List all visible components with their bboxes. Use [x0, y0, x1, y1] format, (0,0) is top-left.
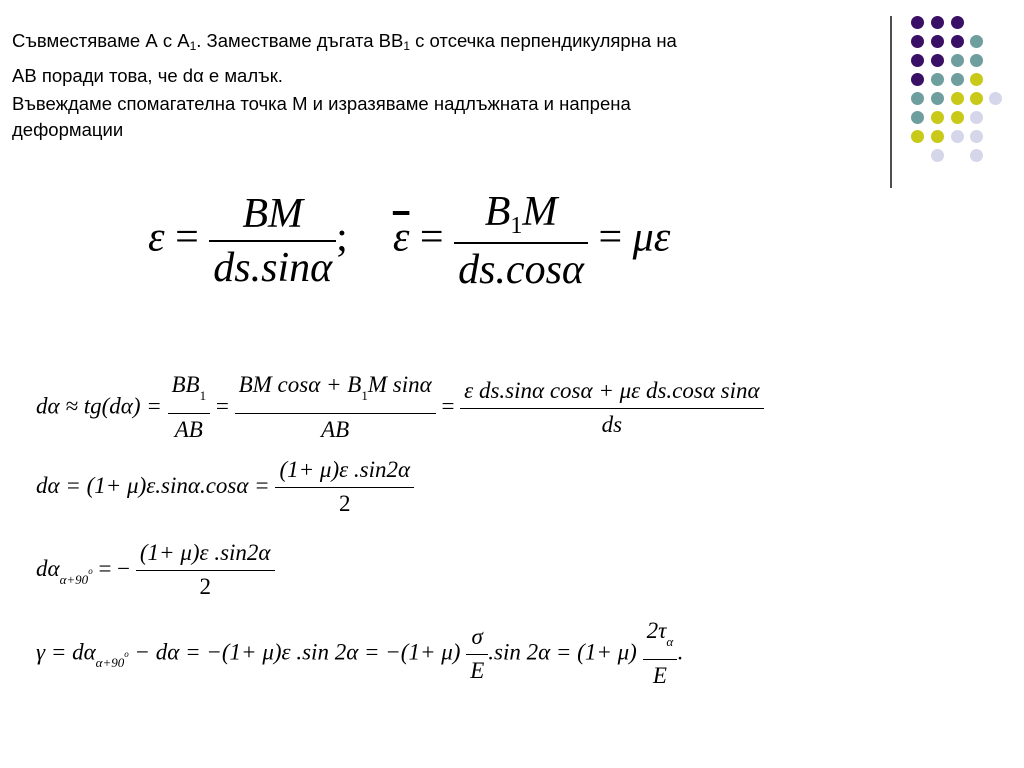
- fraction-denominator: E: [652, 663, 667, 688]
- fraction-sin2alpha-over-2: [136, 538, 275, 603]
- decorative-dot: [931, 149, 944, 162]
- decorative-dot: [970, 111, 983, 124]
- decorative-dot: [911, 35, 924, 48]
- subscript-text: α+90: [95, 655, 125, 671]
- period: .: [677, 639, 683, 665]
- decorative-dot: [970, 149, 983, 162]
- numerator-part: M: [522, 189, 558, 235]
- subscript: [95, 649, 129, 671]
- equals-sign: =: [441, 393, 455, 419]
- epsilon-symbol: ε: [148, 214, 165, 261]
- fraction-denominator: ds: [601, 411, 623, 437]
- fraction-denominator: E: [470, 657, 485, 683]
- numerator-part: BM cosα + B: [238, 372, 362, 397]
- intro-subscript: 1: [403, 39, 411, 53]
- formula-strain-definitions: [148, 188, 670, 294]
- decorative-dot: [911, 54, 924, 67]
- formula-lhs: γ = dα: [36, 639, 96, 665]
- equals-minus: = −: [98, 555, 131, 581]
- formula-shear-strain: [36, 616, 683, 692]
- equals-sign: =: [419, 214, 444, 261]
- decorative-dot: [931, 130, 944, 143]
- numerator-part: M sinα: [367, 372, 432, 397]
- fraction-numerator: [235, 370, 436, 414]
- superscript: o: [88, 565, 93, 576]
- decorative-dot: [951, 130, 964, 143]
- decorative-dot: [951, 35, 964, 48]
- equals-sign: =: [215, 393, 229, 419]
- subscript: [59, 565, 93, 587]
- intro-subscript: 1: [189, 39, 197, 53]
- decorative-dot: [911, 16, 924, 29]
- fraction-numerator: [454, 188, 588, 244]
- formula-middle: .sin 2α = (1+ μ): [488, 639, 637, 665]
- formula-dalpha-approx: [36, 370, 764, 446]
- fraction-2tau-over-e: [643, 616, 678, 692]
- fraction-expansion: [235, 370, 436, 446]
- intro-line-1-part: . Заместваме дъгата ВВ: [196, 30, 404, 51]
- decorative-dot: [951, 54, 964, 67]
- fraction-bm-over-ds-sin: [209, 190, 336, 292]
- intro-line-2: АВ поради това, че dα е малък.: [12, 65, 283, 86]
- fraction-sigma-over-e: [466, 622, 488, 687]
- fraction-denominator: 2: [199, 574, 211, 599]
- fraction-numerator: [168, 370, 211, 414]
- fraction-denominator: ds.sinα: [213, 245, 333, 291]
- decorative-dot: [931, 16, 944, 29]
- fraction-numerator: [643, 616, 678, 660]
- subscript: 1: [510, 213, 523, 239]
- fraction-numerator: (1+ μ)ε .sin2α: [136, 538, 275, 571]
- decorative-dot: [951, 73, 964, 86]
- fraction-numerator: ε ds.sinα cosα + με ds.cosα sinα: [460, 376, 763, 409]
- numerator-part: 2τ: [646, 618, 667, 643]
- intro-line-1-part: Съвместяваме А с А: [12, 30, 190, 51]
- fraction-denominator: AB: [321, 417, 350, 442]
- fraction-denominator: 2: [339, 491, 351, 516]
- decorative-dot: [931, 54, 944, 67]
- numerator-part: BB: [171, 372, 200, 397]
- separator-semicolon: ;: [336, 214, 348, 261]
- decorative-dot: [911, 130, 924, 143]
- decorative-dot: [951, 92, 964, 105]
- formula-lhs: dα = (1+ μ)ε.sinα.cosα =: [36, 472, 270, 498]
- fraction-denominator: AB: [174, 417, 203, 442]
- formula-dalpha-expanded: [36, 455, 414, 520]
- formula-dalpha-plus-90: [36, 538, 275, 603]
- decorative-dot: [931, 111, 944, 124]
- numerator-part: B: [484, 189, 511, 235]
- superscript: o: [124, 649, 129, 660]
- decorative-dot: [931, 73, 944, 86]
- decorative-dot: [931, 35, 944, 48]
- decorative-dot: [970, 92, 983, 105]
- decorative-dot: [989, 92, 1002, 105]
- fraction-bb1-over-ab: [168, 370, 211, 446]
- fraction-numerator: σ: [466, 622, 488, 655]
- formula-lhs: dα: [36, 555, 60, 581]
- epsilon-bar-symbol: $\overline{\varepsilon}$: [392, 214, 410, 261]
- fraction-b1m-over-ds-cos: [454, 188, 588, 294]
- decorative-dot: [911, 73, 924, 86]
- intro-line-4: деформации: [12, 119, 124, 140]
- fraction-strain-form: [460, 376, 763, 441]
- subscript: 1: [361, 388, 368, 403]
- mu-epsilon: με: [632, 214, 671, 261]
- intro-line-3: Въвеждаме спомагателна точка М и изразяваме надлъжната и напрена: [12, 93, 631, 114]
- formula-middle: − dα = −(1+ μ)ε .sin 2α = −(1+ μ): [134, 639, 461, 665]
- decorative-dot: [970, 73, 983, 86]
- fraction-numerator: (1+ μ)ε .sin2α: [275, 455, 414, 488]
- subscript: α: [666, 634, 674, 649]
- equals-sign: =: [598, 214, 623, 261]
- fraction-sin2alpha-over-2: [275, 455, 414, 520]
- decorative-dot: [970, 130, 983, 143]
- fraction-denominator: ds.cosα: [458, 247, 584, 293]
- decorative-dot-grid: [0, 0, 1024, 200]
- fraction-numerator: BM: [209, 190, 336, 242]
- subscript: 1: [199, 388, 207, 403]
- formula-lhs: dα ≈ tg(dα) =: [36, 393, 162, 419]
- decorative-dot: [970, 54, 983, 67]
- decorative-dot: [970, 35, 983, 48]
- intro-line-1-part: с отсечка перпендикулярна на: [410, 30, 677, 51]
- decorative-dot: [931, 92, 944, 105]
- subscript-text: α+90: [59, 571, 89, 587]
- equals-sign: =: [175, 214, 199, 261]
- decorative-dot: [951, 111, 964, 124]
- decorative-dot: [951, 16, 964, 29]
- decorative-dot: [911, 111, 924, 124]
- decorative-dot: [911, 92, 924, 105]
